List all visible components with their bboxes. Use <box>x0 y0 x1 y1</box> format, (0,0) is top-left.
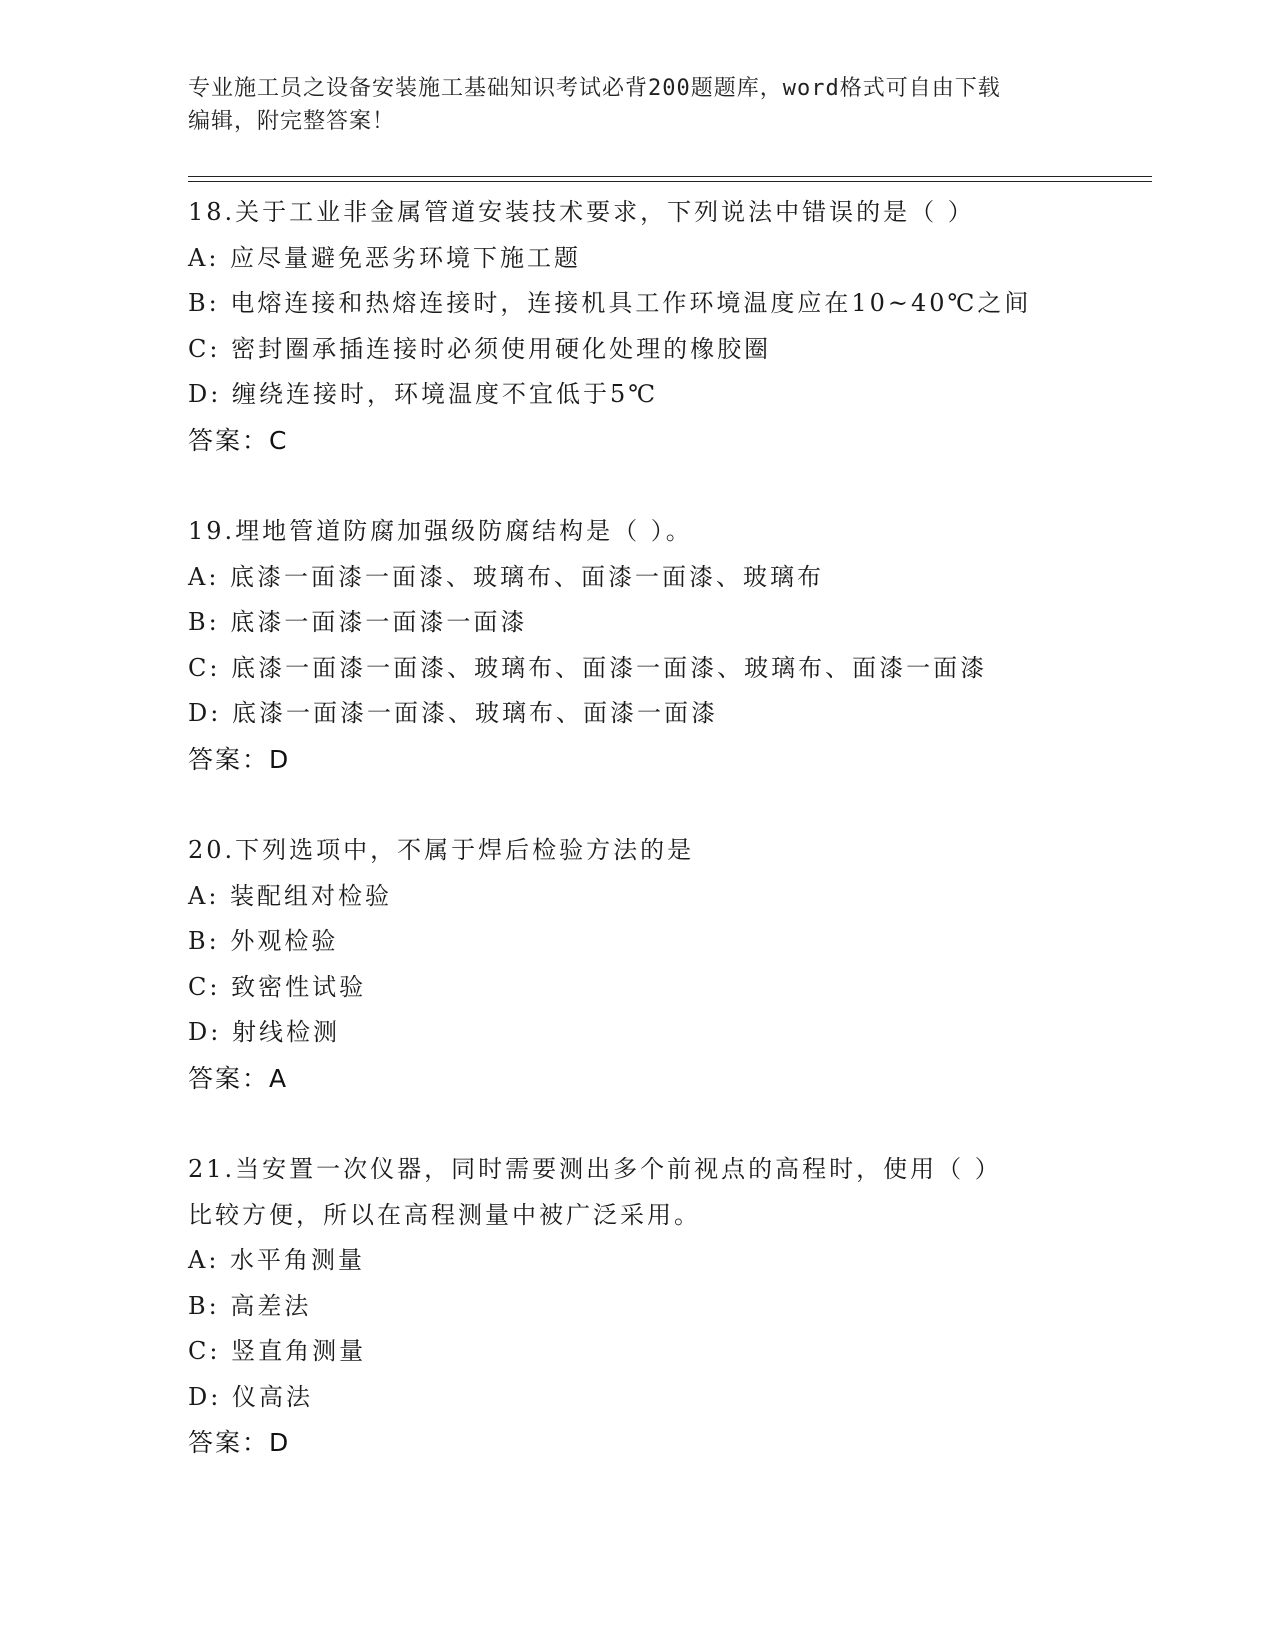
question-list <box>188 190 1068 1512</box>
option-d: D: 射线检测 <box>188 1018 340 1046</box>
header-line-2: 编辑，附完整答案！ <box>188 109 396 134</box>
answer: 答案：D <box>188 744 291 774</box>
question-19 <box>188 509 1068 782</box>
question-stem: 20.下列选项中，不属于焊后检验方法的是 <box>188 836 695 864</box>
option-c: C: 密封圈承插连接时必须使用硬化处理的橡胶圈 <box>188 334 772 363</box>
question-stem: 19.埋地管道防腐加强级防腐结构是（ ）。 <box>188 517 693 545</box>
question-stem-line-1: 21.当安置一次仪器，同时需要测出多个前视点的高程时，使用（ ） <box>188 1155 1002 1183</box>
option-c: C: 竖直角测量 <box>188 1337 367 1365</box>
option-a: A: 水平角测量 <box>188 1246 366 1274</box>
option-c: C: 底漆一面漆一面漆、玻璃布、面漆一面漆、玻璃布、面漆一面漆 <box>188 653 988 682</box>
option-d: D: 缠绕连接时，环境温度不宜低于5℃ <box>188 380 659 408</box>
answer: 答案：D <box>188 1428 291 1457</box>
header-divider-top <box>188 176 1152 177</box>
option-b: B: 底漆一面漆一面漆一面漆 <box>188 608 528 636</box>
question-stem-line-2: 比较方便，所以在高程测量中被广泛采用。 <box>188 1200 701 1229</box>
question-stem: 18.关于工业非金属管道安装技术要求，下列说法中错误的是（ ） <box>188 198 975 226</box>
question-20 <box>188 828 1068 1101</box>
option-a: A: 应尽量避免恶劣环境下施工题 <box>188 243 582 272</box>
answer: 答案：A <box>188 1063 289 1093</box>
option-a: A: 装配组对检验 <box>188 881 393 910</box>
option-c: C: 致密性试验 <box>188 972 367 1001</box>
option-d: D: 底漆一面漆一面漆、玻璃布、面漆一面漆 <box>188 699 718 727</box>
question-21 <box>188 1147 1068 1466</box>
header-divider-bottom <box>188 181 1152 182</box>
question-18 <box>188 190 1068 463</box>
option-b: B: 高差法 <box>188 1291 312 1320</box>
option-a: A: 底漆一面漆一面漆、玻璃布、面漆一面漆、玻璃布 <box>188 562 825 591</box>
option-d: D: 仪高法 <box>188 1382 313 1411</box>
document-header <box>188 72 1068 138</box>
option-b: B: 电熔连接和热熔连接时，连接机具工作环境温度应在10~40℃之间 <box>188 289 1032 317</box>
answer: 答案：C <box>188 425 289 455</box>
option-b: B: 外观检验 <box>188 927 339 955</box>
header-line-1: 专业施工员之设备安装施工基础知识考试必背200题题库，word格式可自由下载 <box>188 76 1001 101</box>
